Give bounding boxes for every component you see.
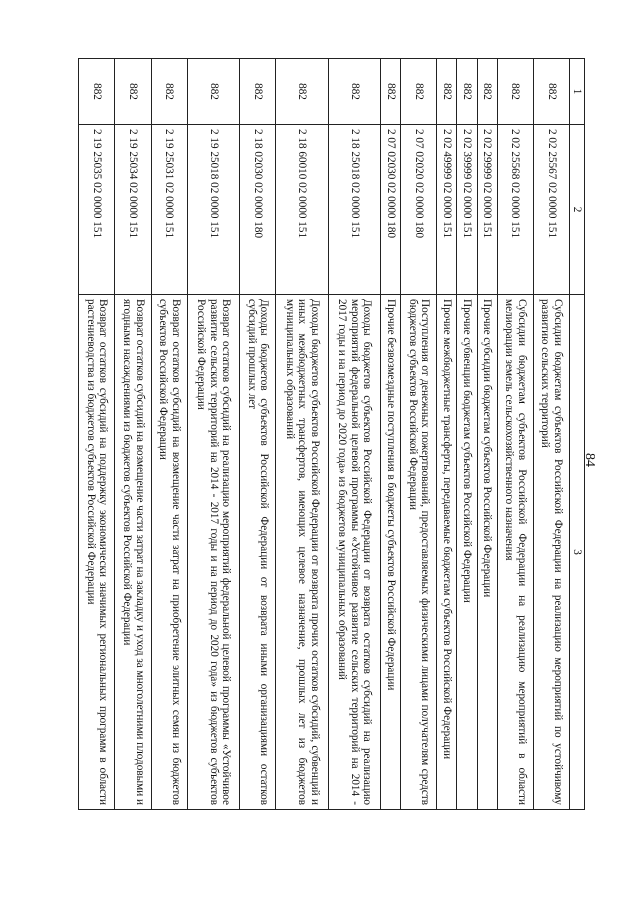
table-row <box>401 59 437 810</box>
admin-code-cell: 882 <box>328 59 380 125</box>
table-row <box>328 59 380 810</box>
description-cell: Возврат остатков субсидий на возмещение части затрат на закладку и уход за многолетними плодовыми и ягодными насаждениями из бюджетов субъектов Российской Федерации <box>115 295 151 810</box>
admin-code-cell: 882 <box>115 59 151 125</box>
budget-code-cell: 2 07 02020 02 0000 180 <box>401 125 437 295</box>
budget-code-cell: 2 02 25567 02 0000 151 <box>533 125 569 295</box>
page-number: 84 <box>582 453 597 467</box>
table-row <box>240 59 276 810</box>
description-cell: Поступления от денежных пожертвований, предоставляемых физическими лицами получателям средств бюджетов субъектов Российской Федерации <box>401 295 437 810</box>
budget-code-cell: 2 18 60010 02 0000 151 <box>276 125 328 295</box>
column-header-1: 1 <box>570 59 585 125</box>
admin-code-cell: 882 <box>437 59 457 125</box>
admin-code-cell: 882 <box>187 59 239 125</box>
description-cell: Прочие субвенции бюджетам субъектов Российской Федерации <box>457 295 477 810</box>
admin-code-cell: 882 <box>240 59 276 125</box>
budget-code-cell: 2 02 25568 02 0000 151 <box>497 125 533 295</box>
table-row <box>457 59 477 810</box>
column-header-3: 3 <box>570 295 585 810</box>
rotated-page-content <box>78 58 585 809</box>
description-cell: Субсидии бюджетам субъектов Российской Федерации на реализацию мероприятий по устойчивому развитию сельских территорий <box>533 295 569 810</box>
admin-code-cell: 882 <box>79 59 115 125</box>
admin-code-cell: 882 <box>457 59 477 125</box>
budget-code-cell: 2 19 25035 02 0000 151 <box>79 125 115 295</box>
table-row <box>276 59 328 810</box>
description-cell: Доходы бюджетов субъектов Российской Федерации от возврата остатков субсидий на реализацию мероприятий федеральной целевой программы «Устойчивое развитие сельских территорий на 2014 - 2017 годы и на период до 2020 года» из бюджетов муниципальных образований <box>328 295 380 810</box>
revenue-classification-table <box>78 58 585 810</box>
admin-code-cell: 882 <box>401 59 437 125</box>
header-row <box>570 59 585 810</box>
budget-code-cell: 2 19 25031 02 0000 151 <box>151 125 187 295</box>
admin-code-cell: 882 <box>497 59 533 125</box>
admin-code-cell: 882 <box>381 59 401 125</box>
table-row <box>115 59 151 810</box>
table-row <box>381 59 401 810</box>
admin-code-cell: 882 <box>276 59 328 125</box>
description-cell: Доходы бюджетов субъектов Российской Федерации от возврата прочих остатков субсидий, субвенций и иных межбюджетных трансфертов, имеющих целевое назначение, прошлых лет из бюджетов муниципальных образований <box>276 295 328 810</box>
table-row <box>533 59 569 810</box>
budget-code-cell: 2 18 25018 02 0000 151 <box>328 125 380 295</box>
table-row <box>79 59 115 810</box>
description-cell: Возврат остатков субсидий на возмещение части затрат на приобретение элитных семян из бюджетов субъектов Российской Федерации <box>151 295 187 810</box>
table-row <box>497 59 533 810</box>
budget-code-cell: 2 07 02030 02 0000 180 <box>381 125 401 295</box>
description-cell: Прочие межбюджетные трансферты, передаваемые бюджетам субъектов Российской Федерации <box>437 295 457 810</box>
budget-code-cell: 2 02 29999 02 0000 151 <box>477 125 497 295</box>
description-cell: Доходы бюджетов субъектов Российской Федерации от возврата иными организациями остатков субсидий прошлых лет <box>240 295 276 810</box>
budget-code-cell: 2 19 25018 02 0000 151 <box>187 125 239 295</box>
table-body <box>79 59 570 810</box>
table-row <box>151 59 187 810</box>
budget-code-cell: 2 18 02030 02 0000 180 <box>240 125 276 295</box>
admin-code-cell: 882 <box>151 59 187 125</box>
description-cell: Возврат остатков субсидий на реализацию мероприятий федеральной целевой программы «Устойчивое развитие сельских территорий на 2014 - 2017 годы и на период до 2020 года» из бюджетов субъектов Российской Федерации <box>187 295 239 810</box>
table-row <box>437 59 457 810</box>
column-header-2: 2 <box>570 125 585 295</box>
description-cell: Возврат остатков субсидий на поддержку экономически значимых региональных программ в области растениеводства из бюджетов субъектов Российской Федерации <box>79 295 115 810</box>
description-cell: Прочие субсидии бюджетам субъектов Российской Федерации <box>477 295 497 810</box>
description-cell: Прочие безвозмездные поступления в бюджеты субъектов Российской Федерации <box>381 295 401 810</box>
budget-code-cell: 2 02 49999 02 0000 151 <box>437 125 457 295</box>
admin-code-cell: 882 <box>477 59 497 125</box>
table-row <box>187 59 239 810</box>
budget-code-cell: 2 02 39999 02 0000 151 <box>457 125 477 295</box>
description-cell: Субсидии бюджетам субъектов Российской Федерации на реализацию мероприятий в области мелиорации земель сельскохозяйственного назначения <box>497 295 533 810</box>
admin-code-cell: 882 <box>533 59 569 125</box>
table-row <box>477 59 497 810</box>
budget-code-cell: 2 19 25034 02 0000 151 <box>115 125 151 295</box>
